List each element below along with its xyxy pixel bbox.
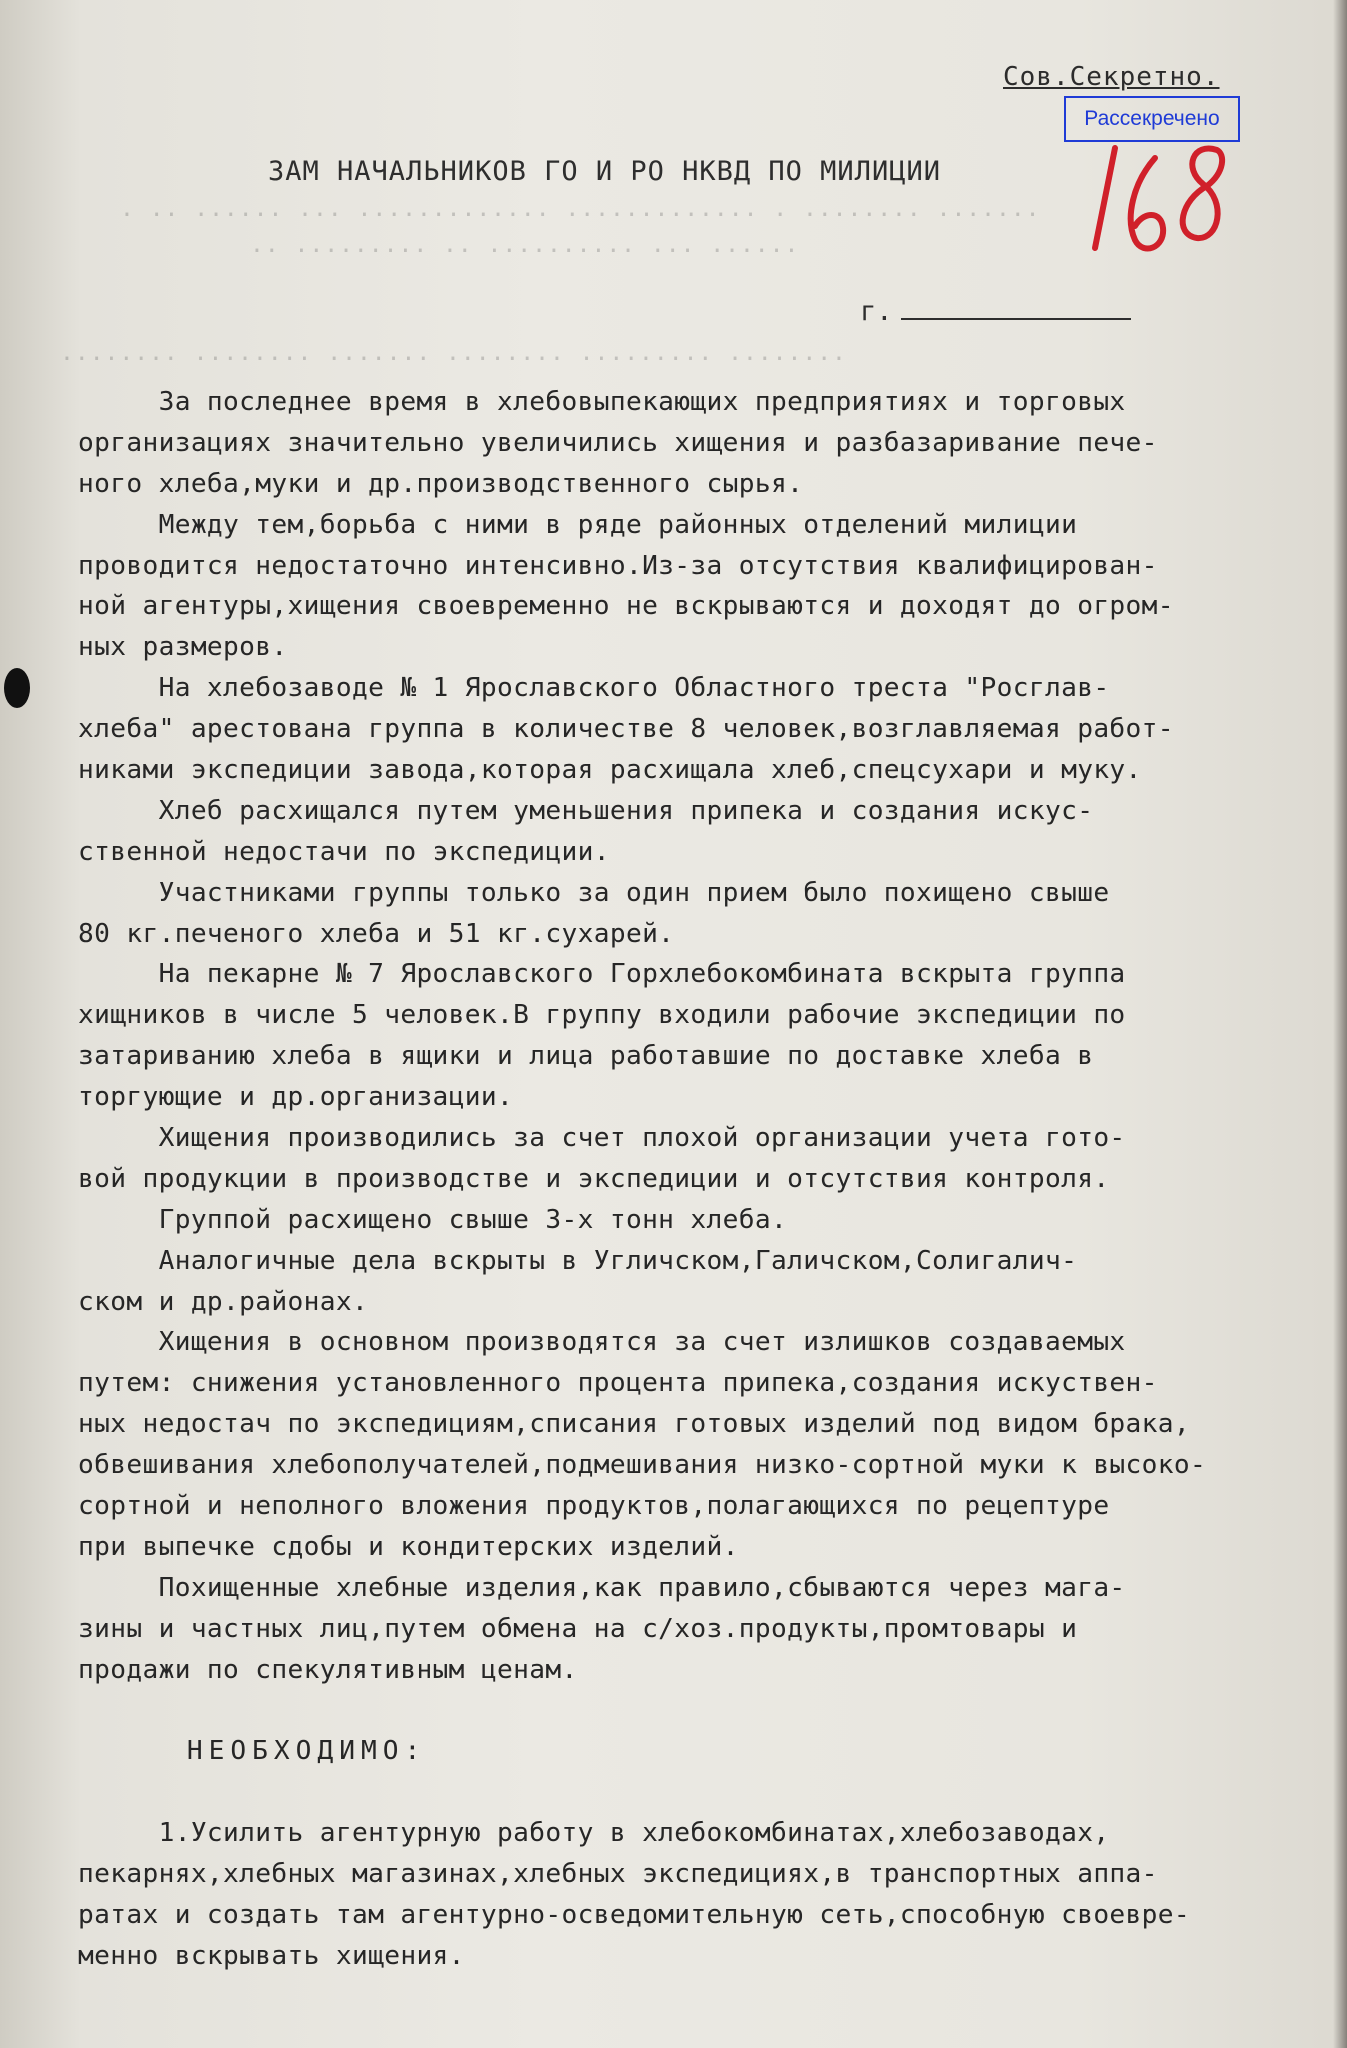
date-line: [860, 296, 1131, 327]
text-line: ных размеров.: [78, 632, 288, 663]
text-line: Аналогичные дела вскрыты в Угличском,Галичском,Солигалич-: [78, 1245, 1078, 1276]
section-heading-necessary: НЕОБХОДИМО:: [78, 1736, 427, 1767]
text-line: ной агентуры,хищения своевременно не вскрываются и доходят до огром-: [78, 591, 1174, 622]
text-line: ственной недостачи по экспедиции.: [78, 836, 610, 867]
text-line: продажи по спекулятивным ценам.: [78, 1654, 578, 1685]
bleed-through-text: .. ......... .. .......... ... ......: [250, 232, 800, 258]
text-line: Группой расхищено свыше 3-х тонн хлеба.: [78, 1204, 788, 1235]
text-line: На хлебозаводе № 1 Ярославского Областного треста "Росглав-: [78, 673, 1110, 704]
text-line: никами экспедиции завода,которая расхищала хлеб,спецсухари и муку.: [78, 755, 1142, 786]
text-line: ском и др.районах.: [78, 1286, 369, 1317]
punch-hole: [4, 668, 30, 708]
text-line: сортной и неполного вложения продуктов,полагающихся по рецептуре: [78, 1491, 1110, 1522]
date-blank: [901, 300, 1131, 320]
blank-line: [78, 1691, 1318, 1732]
handwritten-page-number: [1085, 128, 1245, 278]
text-line: ных недостач по экспедициям,списания готовых изделий под видом брака,: [78, 1409, 1191, 1440]
text-line: зины и частных лиц,путем обмена на с/хоз.продукты,промтовары и: [78, 1613, 1078, 1644]
document-body: [78, 382, 1318, 1977]
text-line: На пекарне № 7 Ярославского Горхлебокомбината вскрыта группа: [78, 959, 1126, 990]
text-line: вой продукции в производстве и экспедиции и отсутствия контроля.: [78, 1163, 1110, 1194]
text-line: при выпечке сдобы и кондитерских изделий.: [78, 1531, 739, 1562]
text-line: организациях значительно увеличились хищения и разбазаривание пече-: [78, 427, 1158, 458]
text-line: За последнее время в хлебовыпекающих предприятиях и торговых: [78, 387, 1126, 417]
text-line: менно вскрывать хищения.: [78, 1940, 465, 1971]
text-line: ратах и создать там агентурно-осведомительную сеть,способную своевре-: [78, 1899, 1191, 1930]
text-line: путем: снижения установленного процента припека,создания искуствен-: [78, 1368, 1158, 1399]
text-line: хлеба" арестована группа в количестве 8 человек,возглавляемая работ-: [78, 714, 1174, 745]
text-line: хищников в числе 5 человек.В группу входили рабочие экспедиции по: [78, 1000, 1126, 1031]
text-line: проводится недостаточно интенсивно.Из-за отсутствия квалифицирован-: [78, 550, 1158, 581]
text-line: обвешивания хлебополучателей,подмешивания низко-сортной муки к высоко-: [78, 1450, 1207, 1481]
text-line: торгующие и др.организации.: [78, 1082, 514, 1113]
text-line: 80 кг.печеного хлеба и 51 кг.сухарей.: [78, 918, 675, 949]
text-line: Участниками группы только за один прием было похищено свыше: [78, 877, 1110, 908]
date-prefix: г.: [860, 296, 893, 327]
text-line: пекарнях,хлебных магазинах,хлебных экспедициях,в транспортных аппа-: [78, 1859, 1158, 1890]
text-line: Между тем,борьба с ними в ряде районных отделений милиции: [78, 509, 1078, 540]
text-line: ного хлеба,муки и др.производственного сырья.: [78, 468, 804, 499]
secrecy-mark: Сов.Секретно.: [1003, 62, 1220, 92]
bleed-through-text: ........ ........ ....... ........ ......... ........: [60, 340, 847, 366]
bleed-through-text: . .. ...... ... ............. ............. . ........ .......: [120, 196, 1041, 222]
blank-line: [78, 1772, 1318, 1813]
declassified-stamp: Рассекречено: [1064, 96, 1240, 142]
document-title: ЗАМ НАЧАЛЬНИКОВ ГО И РО НКВД ПО МИЛИЦИИ: [268, 156, 941, 187]
text-line: Хищения в основном производятся за счет излишков создаваемых: [78, 1327, 1126, 1358]
page-edge-shadow: [1333, 0, 1347, 2048]
text-line: Хищения производились за счет плохой организации учета гото-: [78, 1123, 1126, 1154]
text-line: 1.Усилить агентурную работу в хлебокомбинатах,хлебозаводах,: [78, 1818, 1110, 1849]
text-line: затариванию хлеба в ящики и лица работавшие по доставке хлеба в: [78, 1041, 1094, 1072]
text-line: Хлеб расхищался путем уменьшения припека и создания искус-: [78, 795, 1094, 826]
text-line: Похищенные хлебные изделия,как правило,сбываются через мага-: [78, 1572, 1126, 1603]
